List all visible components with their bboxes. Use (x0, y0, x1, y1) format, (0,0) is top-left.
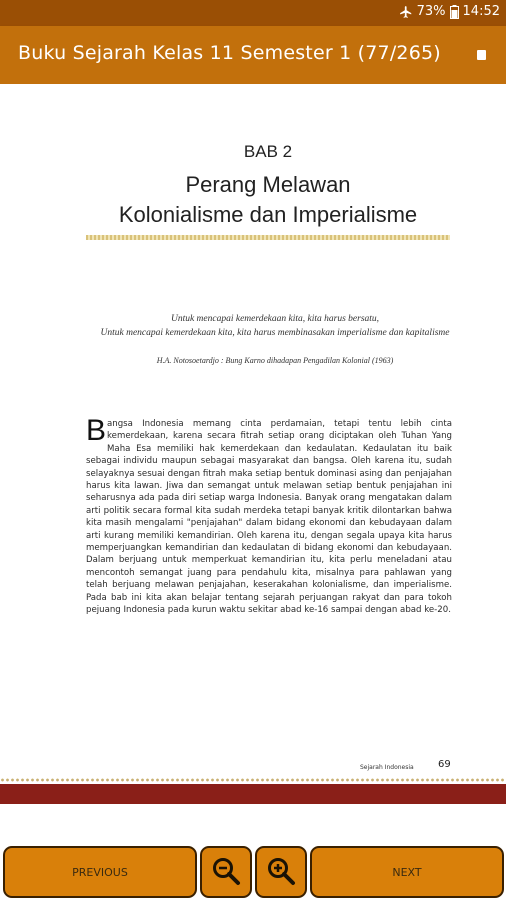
quote-source: H.A. Notosoetardjo : Bung Karno dihadapan Pengadilan Kolonial (1963) (156, 356, 394, 365)
chapter-title (0, 170, 506, 230)
chapter-label: BAB 2 (243, 142, 293, 161)
previous-label: PREVIOUS (72, 865, 128, 879)
chapter-title-line1: Perang Melawan (185, 172, 351, 197)
zoom-out-button[interactable] (200, 846, 252, 898)
airplane-mode-icon (399, 5, 413, 19)
previous-button[interactable] (3, 846, 197, 898)
drop-cap: B (86, 414, 107, 447)
body-paragraph (86, 414, 452, 617)
zoom-out-icon (211, 856, 241, 889)
app-bar (0, 26, 506, 84)
quote-line1: Untuk mencapai kemerdekaan kita, kita harus bersatu, (170, 314, 380, 324)
decorative-dot-border (0, 777, 506, 783)
page-number: 69 (438, 759, 451, 770)
clock-time: 14:52 (462, 4, 500, 19)
status-bar (0, 0, 506, 26)
quote-line2: Untuk mencapai kemerdekaan kita, kita harus membinasakan imperialisme dan kapitalisme (100, 328, 450, 338)
next-button[interactable] (310, 846, 504, 898)
title-divider (86, 235, 450, 240)
zoom-in-icon (266, 856, 296, 889)
chapter-title-line2: Kolonialisme dan Imperialisme (118, 202, 418, 227)
page-footer-label: Sejarah Indonesia (360, 764, 414, 771)
battery-percent: 73% (416, 4, 446, 19)
decorative-band (0, 784, 506, 804)
next-label: NEXT (392, 865, 422, 879)
book-page (0, 84, 506, 784)
battery-icon (450, 5, 459, 19)
body-text: angsa Indonesia memang cinta perdamaian, tetapi tentu lebih cinta kemerdekaan, karena secara fitrah setiap orang diciptakan oleh Tuhan Yang Maha Esa memiliki hak kemerdekaan dan kedaulatan. Kedaulatan itu baik sebagai individu maupun sebagai masyarakat dan bangsa. Oleh karena itu, sudah selayaknya sesuai dengan fitrah maka setiap bentuk dominasi asing dan penjajahan harus kita lawan. Jiwa dan semangat untuk melawan setiap bentuk penjajahan ini seharusnya ada pada diri setiap warga Indonesia. Banyak orang mengatakan dalam arti politik secara formal kita sudah merdeka tetapi banyak kritik dilontarkan bahwa kita masih mengalami "penjajahan" dalam bidang ekonomi dan kebudayaan dalam arti kurang memiliki kemandirian. Oleh karena itu, dengan segala upaya kita harus memperjuangkan kemandirian dan kedaulatan di bidang ekonomi dan kebudayaan. Dalam berjuang untuk memperkuat kemandirian itu, kita perlu meneladani atau mencontoh semangat juang para pendahulu kita, misalnya para pahlawan yang telah berjuang melawan penjajahan, keserakahan kolonialisme, dan imperialisme. Pada bab ini kita akan belajar tentang sejarah perjuangan rakyat dan para tokoh pejuang Indonesia pada kurun waktu sekitar abad ke-16 sampai dengan abad ke-20. (86, 419, 452, 616)
chapter-quote (100, 312, 450, 340)
app-title: Buku Sejarah Kelas 11 Semester 1 (77/265) (18, 42, 441, 64)
status-indicators (399, 4, 500, 19)
bottom-navigation (0, 846, 506, 900)
zoom-in-button[interactable] (255, 846, 307, 898)
overflow-menu-icon[interactable] (474, 48, 488, 62)
